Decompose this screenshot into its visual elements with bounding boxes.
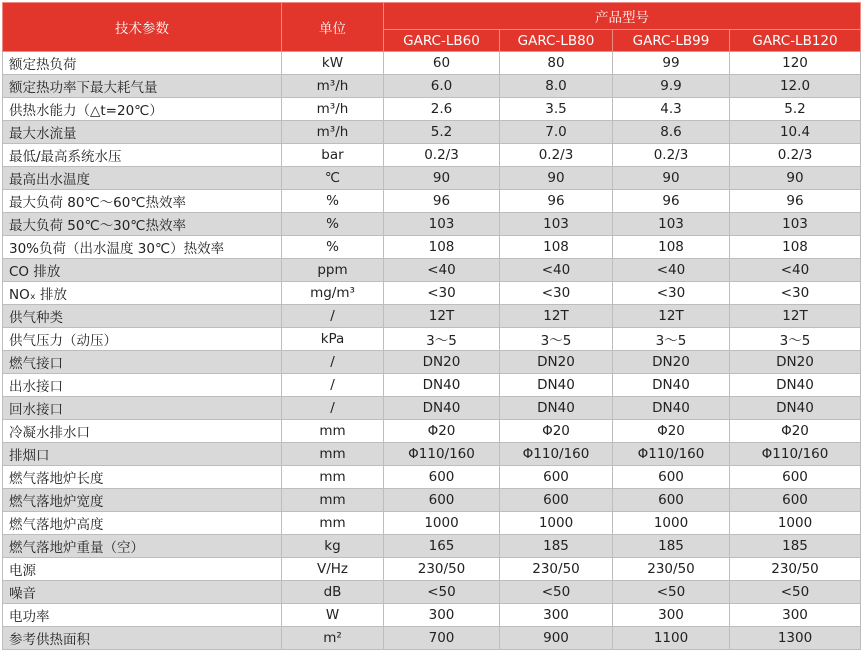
row-label: 最大负荷 80℃～60℃热效率 <box>3 190 282 213</box>
row-value-model-3: 600 <box>613 489 730 512</box>
table-row <box>3 98 861 121</box>
row-value-model-1: 12T <box>384 305 500 328</box>
row-unit: % <box>282 213 384 236</box>
row-label: 30%负荷（出水温度 30℃）热效率 <box>3 236 282 259</box>
row-label: 参考供热面积 <box>3 627 282 650</box>
row-unit: m³/h <box>282 75 384 98</box>
row-value-model-1: 6.0 <box>384 75 500 98</box>
row-value-model-2: DN40 <box>500 397 613 420</box>
row-value-model-2: Φ20 <box>500 420 613 443</box>
row-value-model-4: DN40 <box>730 397 861 420</box>
row-value-model-4: 3～5 <box>730 328 861 351</box>
row-value-model-4: <40 <box>730 259 861 282</box>
table-row <box>3 351 861 374</box>
header-unit: 单位 <box>282 3 384 52</box>
row-label: CO 排放 <box>3 259 282 282</box>
row-value-model-2: 103 <box>500 213 613 236</box>
row-value-model-4: 90 <box>730 167 861 190</box>
row-value-model-3: 103 <box>613 213 730 236</box>
row-value-model-2: 108 <box>500 236 613 259</box>
row-value-model-4: 1000 <box>730 512 861 535</box>
row-value-model-4: 1300 <box>730 627 861 650</box>
table-row <box>3 535 861 558</box>
row-unit: mm <box>282 466 384 489</box>
row-value-model-3: 0.2/3 <box>613 144 730 167</box>
row-value-model-4: 96 <box>730 190 861 213</box>
row-value-model-4: DN40 <box>730 374 861 397</box>
table-row <box>3 259 861 282</box>
table-row <box>3 489 861 512</box>
header-param: 技术参数 <box>3 3 282 52</box>
row-value-model-1: <30 <box>384 282 500 305</box>
row-label: 额定热功率下最大耗气量 <box>3 75 282 98</box>
row-label: 供气压力（动压） <box>3 328 282 351</box>
row-value-model-1: 108 <box>384 236 500 259</box>
row-value-model-4: 120 <box>730 52 861 75</box>
row-value-model-1: 60 <box>384 52 500 75</box>
row-value-model-2: 3.5 <box>500 98 613 121</box>
row-value-model-2: DN20 <box>500 351 613 374</box>
row-value-model-2: 3～5 <box>500 328 613 351</box>
row-value-model-4: Φ20 <box>730 420 861 443</box>
row-label: 燃气落地炉宽度 <box>3 489 282 512</box>
row-value-model-1: 90 <box>384 167 500 190</box>
row-value-model-1: DN40 <box>384 374 500 397</box>
header-model-4: GARC-LB120 <box>730 30 861 52</box>
row-value-model-2: 600 <box>500 466 613 489</box>
header-model-3: GARC-LB99 <box>613 30 730 52</box>
row-value-model-3: 185 <box>613 535 730 558</box>
row-value-model-4: 230/50 <box>730 558 861 581</box>
table-row <box>3 328 861 351</box>
row-value-model-2: 1000 <box>500 512 613 535</box>
row-value-model-2: 600 <box>500 489 613 512</box>
row-value-model-3: 1100 <box>613 627 730 650</box>
row-value-model-3: 1000 <box>613 512 730 535</box>
row-value-model-4: <50 <box>730 581 861 604</box>
row-label: 额定热负荷 <box>3 52 282 75</box>
row-value-model-4: 103 <box>730 213 861 236</box>
row-value-model-1: 300 <box>384 604 500 627</box>
row-unit: mm <box>282 443 384 466</box>
row-unit: kPa <box>282 328 384 351</box>
row-value-model-1: DN40 <box>384 397 500 420</box>
row-unit: / <box>282 305 384 328</box>
row-value-model-1: DN20 <box>384 351 500 374</box>
row-value-model-1: 700 <box>384 627 500 650</box>
row-unit: / <box>282 397 384 420</box>
row-unit: kW <box>282 52 384 75</box>
spec-table <box>2 2 861 650</box>
row-unit: % <box>282 236 384 259</box>
row-value-model-2: 300 <box>500 604 613 627</box>
row-value-model-4: 108 <box>730 236 861 259</box>
table-header <box>3 3 861 52</box>
row-label: 排烟口 <box>3 443 282 466</box>
row-label: 电源 <box>3 558 282 581</box>
row-value-model-4: 600 <box>730 466 861 489</box>
row-value-model-1: 165 <box>384 535 500 558</box>
spec-table-container <box>2 2 861 650</box>
row-value-model-1: 96 <box>384 190 500 213</box>
row-unit: dB <box>282 581 384 604</box>
row-value-model-3: 108 <box>613 236 730 259</box>
row-value-model-3: DN20 <box>613 351 730 374</box>
row-value-model-1: Φ110/160 <box>384 443 500 466</box>
row-unit: mg/m³ <box>282 282 384 305</box>
table-row <box>3 466 861 489</box>
row-value-model-3: Φ20 <box>613 420 730 443</box>
row-value-model-2: <40 <box>500 259 613 282</box>
row-value-model-3: 8.6 <box>613 121 730 144</box>
row-value-model-1: 1000 <box>384 512 500 535</box>
row-unit: m³/h <box>282 121 384 144</box>
row-value-model-4: <30 <box>730 282 861 305</box>
row-value-model-2: 7.0 <box>500 121 613 144</box>
row-label: 最大负荷 50℃～30℃热效率 <box>3 213 282 236</box>
row-label: 供热水能力（△t=20℃） <box>3 98 282 121</box>
row-value-model-3: 96 <box>613 190 730 213</box>
row-value-model-2: 80 <box>500 52 613 75</box>
row-value-model-1: <50 <box>384 581 500 604</box>
table-row <box>3 167 861 190</box>
row-unit: / <box>282 351 384 374</box>
row-value-model-1: 2.6 <box>384 98 500 121</box>
table-row <box>3 581 861 604</box>
row-value-model-1: 3～5 <box>384 328 500 351</box>
table-row <box>3 397 861 420</box>
row-value-model-4: 12T <box>730 305 861 328</box>
table-row <box>3 374 861 397</box>
row-value-model-3: 4.3 <box>613 98 730 121</box>
row-value-model-3: DN40 <box>613 374 730 397</box>
table-row <box>3 604 861 627</box>
row-value-model-2: 96 <box>500 190 613 213</box>
header-model-2: GARC-LB80 <box>500 30 613 52</box>
row-unit: mm <box>282 512 384 535</box>
row-value-model-3: 12T <box>613 305 730 328</box>
row-label: 出水接口 <box>3 374 282 397</box>
row-value-model-1: 5.2 <box>384 121 500 144</box>
row-value-model-1: Φ20 <box>384 420 500 443</box>
row-label: 电功率 <box>3 604 282 627</box>
row-value-model-3: 3～5 <box>613 328 730 351</box>
row-label: 燃气落地炉重量（空） <box>3 535 282 558</box>
table-row <box>3 282 861 305</box>
table-row <box>3 121 861 144</box>
row-unit: V/Hz <box>282 558 384 581</box>
row-value-model-2: 8.0 <box>500 75 613 98</box>
table-row <box>3 627 861 650</box>
table-row <box>3 236 861 259</box>
row-value-model-1: 600 <box>384 466 500 489</box>
table-body <box>3 52 861 650</box>
row-label: 燃气落地炉长度 <box>3 466 282 489</box>
row-value-model-4: 12.0 <box>730 75 861 98</box>
row-label: 燃气接口 <box>3 351 282 374</box>
row-label: 燃气落地炉高度 <box>3 512 282 535</box>
row-value-model-4: 10.4 <box>730 121 861 144</box>
table-row <box>3 443 861 466</box>
row-label: 供气种类 <box>3 305 282 328</box>
row-value-model-2: 90 <box>500 167 613 190</box>
row-value-model-4: 300 <box>730 604 861 627</box>
row-value-model-3: <40 <box>613 259 730 282</box>
row-unit: mm <box>282 489 384 512</box>
row-value-model-4: 600 <box>730 489 861 512</box>
row-unit: kg <box>282 535 384 558</box>
table-row <box>3 144 861 167</box>
row-value-model-2: <30 <box>500 282 613 305</box>
row-value-model-3: Φ110/160 <box>613 443 730 466</box>
row-value-model-4: 5.2 <box>730 98 861 121</box>
row-label: 噪音 <box>3 581 282 604</box>
row-unit: % <box>282 190 384 213</box>
row-unit: W <box>282 604 384 627</box>
row-label: 回水接口 <box>3 397 282 420</box>
row-label: NOₓ 排放 <box>3 282 282 305</box>
table-row <box>3 512 861 535</box>
row-value-model-3: 99 <box>613 52 730 75</box>
table-row <box>3 213 861 236</box>
row-label: 最大水流量 <box>3 121 282 144</box>
row-unit: bar <box>282 144 384 167</box>
row-value-model-2: 230/50 <box>500 558 613 581</box>
row-value-model-3: <30 <box>613 282 730 305</box>
row-value-model-1: 600 <box>384 489 500 512</box>
row-label: 冷凝水排水口 <box>3 420 282 443</box>
row-value-model-1: 230/50 <box>384 558 500 581</box>
row-label: 最高出水温度 <box>3 167 282 190</box>
row-value-model-4: Φ110/160 <box>730 443 861 466</box>
row-value-model-4: 0.2/3 <box>730 144 861 167</box>
row-value-model-2: <50 <box>500 581 613 604</box>
row-unit: ppm <box>282 259 384 282</box>
row-value-model-1: <40 <box>384 259 500 282</box>
header-model-1: GARC-LB60 <box>384 30 500 52</box>
row-value-model-3: <50 <box>613 581 730 604</box>
row-unit: mm <box>282 420 384 443</box>
row-value-model-2: Φ110/160 <box>500 443 613 466</box>
row-value-model-2: 900 <box>500 627 613 650</box>
row-unit: m² <box>282 627 384 650</box>
row-value-model-1: 103 <box>384 213 500 236</box>
row-value-model-4: 185 <box>730 535 861 558</box>
row-unit: m³/h <box>282 98 384 121</box>
table-row <box>3 305 861 328</box>
header-model-group: 产品型号 <box>384 3 861 30</box>
row-value-model-3: 300 <box>613 604 730 627</box>
row-unit: / <box>282 374 384 397</box>
table-row <box>3 52 861 75</box>
row-value-model-2: 12T <box>500 305 613 328</box>
row-value-model-3: 230/50 <box>613 558 730 581</box>
row-value-model-1: 0.2/3 <box>384 144 500 167</box>
row-label: 最低/最高系统水压 <box>3 144 282 167</box>
row-value-model-2: 185 <box>500 535 613 558</box>
row-value-model-4: DN20 <box>730 351 861 374</box>
row-unit: ℃ <box>282 167 384 190</box>
table-row <box>3 190 861 213</box>
table-row <box>3 420 861 443</box>
table-row <box>3 75 861 98</box>
table-row <box>3 558 861 581</box>
row-value-model-3: 600 <box>613 466 730 489</box>
row-value-model-2: DN40 <box>500 374 613 397</box>
row-value-model-3: DN40 <box>613 397 730 420</box>
row-value-model-3: 90 <box>613 167 730 190</box>
row-value-model-3: 9.9 <box>613 75 730 98</box>
row-value-model-2: 0.2/3 <box>500 144 613 167</box>
